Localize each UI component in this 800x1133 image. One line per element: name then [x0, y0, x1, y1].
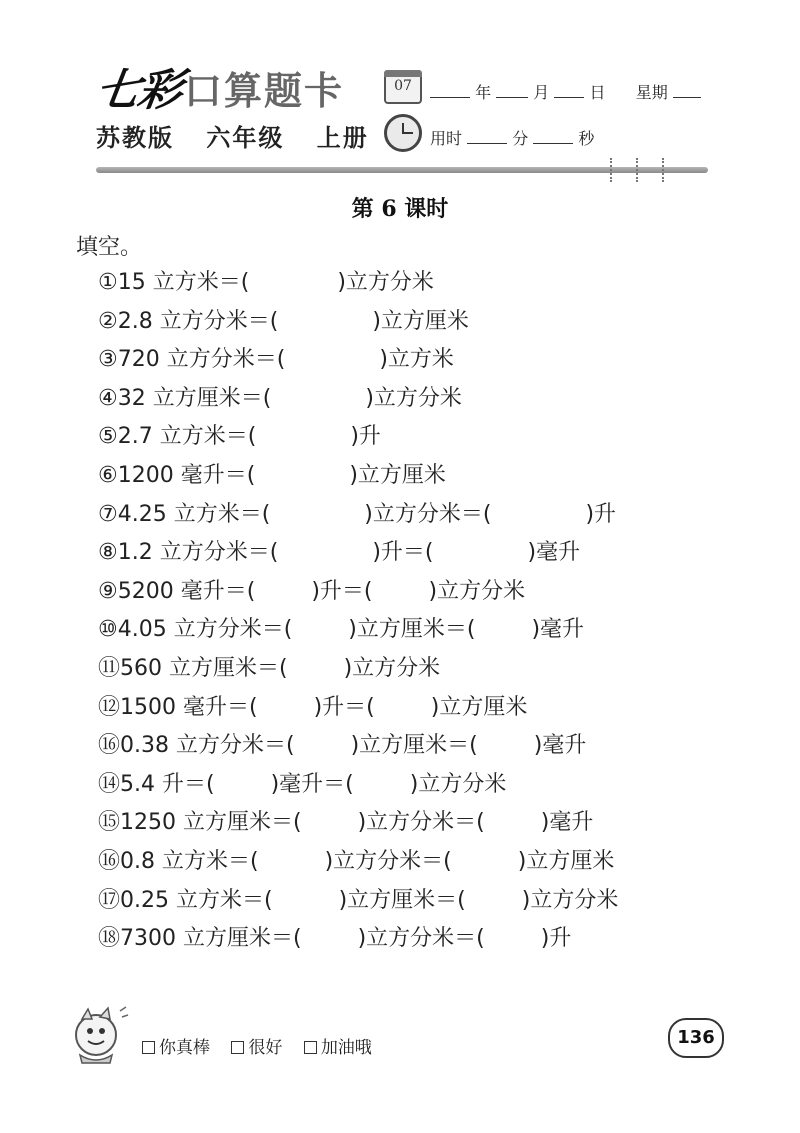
problem-item: [98, 611, 618, 650]
problem-text: )立方分米: [337, 270, 434, 295]
problem-text: 7300 立方厘米＝(: [120, 926, 302, 952]
problem-item: [98, 766, 618, 805]
problem-number: ⑭: [98, 771, 121, 797]
rating-option[interactable]: [304, 1033, 372, 1058]
date-fill-line: [430, 80, 701, 103]
rating-option[interactable]: [142, 1033, 210, 1058]
problem-item: [98, 457, 618, 496]
problem-text: )立方厘米＝(: [350, 733, 478, 759]
day-blank[interactable]: [554, 83, 584, 98]
problem-text: )立方厘米＝(: [348, 617, 476, 643]
checkbox-icon[interactable]: [231, 1041, 244, 1054]
problem-text: 560 立方厘米＝(: [120, 655, 288, 681]
problem-item: [98, 843, 618, 882]
problem-item: [98, 380, 618, 419]
problem-text: )立方分米: [428, 578, 526, 604]
problem-number: ④: [98, 385, 118, 411]
problem-item: [98, 496, 618, 535]
problem-text: )立方分米＝(: [364, 501, 492, 527]
problem-text: 2.7 立方米＝(: [117, 424, 257, 450]
problem-text: )立方分米: [409, 771, 507, 797]
problem-text: 2.8 立方分米＝(: [117, 308, 279, 334]
page-number: 136: [668, 1018, 724, 1058]
problem-text: )立方厘米: [372, 308, 469, 334]
problem-item: [98, 804, 618, 843]
divider-ornament: [662, 158, 670, 182]
minutes-label: 分: [512, 129, 529, 148]
problem-text: )升: [350, 424, 381, 450]
problem-text: )立方厘米＝(: [338, 887, 466, 913]
problem-text: )升: [540, 926, 572, 952]
problem-text: 720 立方分米＝(: [117, 347, 286, 373]
problem-text: )毫升＝(: [270, 771, 354, 797]
problem-number: ⑧: [98, 540, 118, 566]
problem-item: [98, 264, 618, 303]
problem-text: )毫升: [527, 540, 581, 566]
problem-text: 0.8 立方米＝(: [120, 848, 259, 874]
problem-text: 4.25 立方米＝(: [117, 501, 271, 527]
problem-item: [98, 920, 618, 959]
problem-text: 5.4 升＝(: [120, 771, 215, 797]
problem-text: )立方分米: [343, 655, 441, 681]
weekday-label: 星期: [635, 83, 668, 102]
problem-text: 1200 毫升＝(: [117, 462, 256, 488]
weekday-blank[interactable]: [673, 83, 701, 98]
problem-item: [98, 650, 618, 689]
instruction-text: 填空。: [76, 235, 143, 260]
problem-item: [98, 727, 618, 766]
problem-text: 0.25 立方米＝(: [120, 887, 273, 913]
problem-number: ②: [98, 308, 118, 334]
mascot-icon: [70, 1005, 132, 1067]
problem-text: )立方厘米: [349, 462, 446, 488]
day-label: 日: [589, 83, 606, 102]
problem-item: [98, 534, 618, 573]
problem-item: [98, 689, 618, 728]
lesson-title: 第 6 课时: [351, 196, 449, 222]
problem-number: ⑩: [98, 617, 118, 643]
rating-label: 你真棒: [159, 1038, 210, 1058]
problem-number: ⑯: [98, 848, 121, 874]
problem-number: ⑨: [98, 578, 118, 604]
grade-level: 六年级: [206, 124, 285, 152]
calendar-day: 07: [394, 78, 412, 94]
problem-text: )升＝(: [311, 578, 373, 604]
problem-text: )升: [585, 501, 617, 527]
problem-item: [98, 573, 618, 612]
problem-text: )立方分米＝(: [357, 926, 485, 952]
checkbox-icon[interactable]: [142, 1041, 155, 1054]
seconds-label: 秒: [578, 129, 595, 148]
problem-text: )立方分米: [521, 887, 619, 913]
problem-number: ⑰: [98, 887, 121, 913]
problem-number: ⑤: [98, 424, 118, 450]
rating-option[interactable]: [231, 1033, 282, 1058]
problem-number: ⑪: [98, 655, 121, 681]
problem-text: 1.2 立方分米＝(: [117, 540, 279, 566]
problem-text: )立方分米＝(: [357, 810, 485, 836]
problem-text: )升＝(: [313, 694, 375, 720]
year-blank[interactable]: [430, 83, 470, 98]
brand-logo: [92, 64, 345, 116]
problem-item: [98, 303, 618, 342]
time-fill-line: [430, 126, 594, 149]
checkbox-icon[interactable]: [304, 1041, 317, 1054]
edition-info: [96, 118, 391, 153]
problem-item: [98, 341, 618, 380]
product-name: 口算题卡: [184, 69, 345, 113]
problem-text: 5200 毫升＝(: [117, 578, 256, 604]
problem-item: [98, 418, 618, 457]
problem-text: 1250 立方厘米＝(: [120, 810, 302, 836]
problem-text: )毫升: [540, 810, 594, 836]
problem-number: ⑫: [98, 694, 121, 720]
problem-number: ①: [98, 270, 118, 295]
problem-text: )毫升: [533, 733, 587, 759]
problem-text: 1500 毫升＝(: [120, 694, 258, 720]
page-header: [0, 0, 800, 185]
divider-ornament: [610, 158, 618, 182]
problem-text: 15 立方米＝(: [117, 270, 250, 295]
problem-item: [98, 882, 618, 921]
self-rating: [142, 1033, 388, 1058]
problem-number: ③: [98, 347, 118, 373]
problem-number: ⑥: [98, 462, 118, 488]
problem-number: ⑦: [98, 501, 118, 527]
problem-number: ⑯: [98, 733, 121, 759]
problem-text: )升＝(: [372, 540, 434, 566]
problem-text: )立方厘米: [430, 694, 528, 720]
month-label: 月: [533, 83, 550, 102]
seconds-blank[interactable]: [533, 129, 573, 144]
month-blank[interactable]: [496, 83, 528, 98]
problem-text: )立方米: [379, 347, 454, 373]
clock-icon: [384, 114, 422, 152]
problem-text: )立方分米＝(: [324, 848, 452, 874]
volume: 上册: [316, 124, 369, 152]
divider-ornament: [636, 158, 644, 182]
problem-number: ⑱: [98, 926, 121, 952]
problem-text: )毫升: [531, 617, 585, 643]
problem-text: 0.38 立方分米＝(: [120, 733, 295, 759]
calendar-icon: [384, 70, 422, 104]
brand-name: 七彩: [92, 65, 184, 116]
rating-label: 很好: [248, 1038, 283, 1058]
problem-list: [98, 264, 618, 959]
minutes-blank[interactable]: [467, 129, 507, 144]
year-label: 年: [475, 83, 492, 102]
rating-label: 加油哦: [320, 1038, 372, 1058]
problem-text: 4.05 立方分米＝(: [117, 617, 293, 643]
problem-text: )立方分米: [365, 385, 462, 411]
problem-number: ⑮: [98, 810, 121, 836]
problem-text: 32 立方厘米＝(: [117, 385, 272, 411]
problem-text: )立方厘米: [517, 848, 615, 874]
publisher-edition: 苏教版: [96, 124, 174, 152]
used-time-label: 用时: [430, 129, 463, 148]
